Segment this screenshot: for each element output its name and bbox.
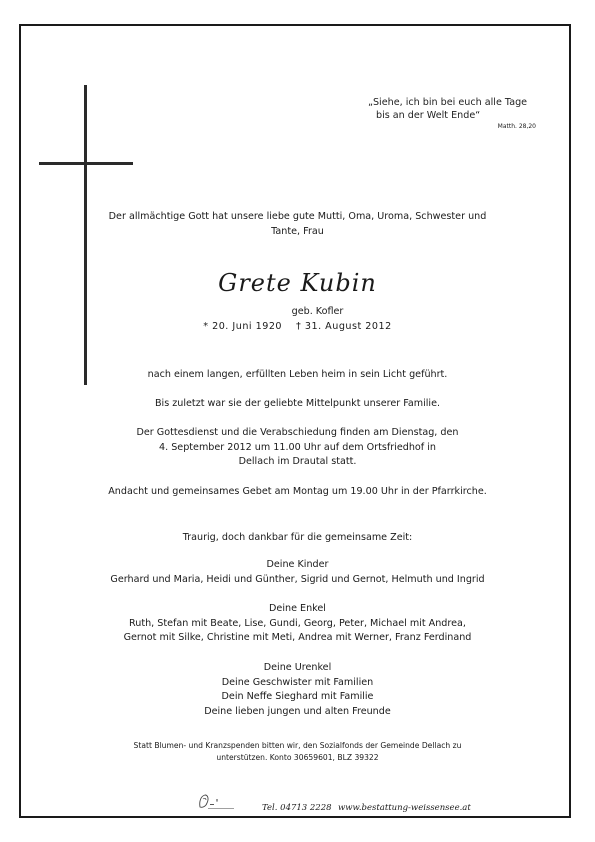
paragraph-grateful: Traurig, doch dankbar für die gemeinsame Zeit: xyxy=(182,532,413,543)
birth-date: * 20. Juni 1920 xyxy=(203,321,283,332)
footer xyxy=(0,790,595,812)
intro-line-1: Der allmächtige Gott hat unsere liebe gute Mutti, Oma, Uroma, Schwester und xyxy=(108,211,487,222)
grandchildren-title: Deine Enkel xyxy=(269,603,326,614)
paragraph-family: Bis zuletzt war sie der geliebte Mittelpunkt unserer Familie. xyxy=(154,398,441,409)
nephew-line: Dein Neffe Sieghard mit Familie xyxy=(221,691,374,703)
siblings-line: Deine Geschwister mit Familien xyxy=(221,676,374,688)
deceased-name: Grete Kubin xyxy=(218,269,377,297)
service-line-3: Dellach im Drautal statt. xyxy=(238,456,357,468)
grandchildren-names-2: Gernot mit Silke, Christine mit Meti, Andrea mit Werner, Franz Ferdinand xyxy=(123,632,472,644)
quote-source: Matth. 28,20 xyxy=(497,123,536,130)
cross-horizontal-beam xyxy=(39,162,133,165)
intro-line-2: Tante, Frau xyxy=(271,226,324,237)
grandchildren-names-1: Ruth, Stefan mit Beate, Lise, Gundi, Georg, Peter, Michael mit Andrea, xyxy=(129,617,466,629)
paragraph-homecoming: nach einem langen, erfüllten Leben heim in sein Licht geführt. xyxy=(147,369,448,380)
intro-text xyxy=(0,209,595,239)
footer-phone: Tel. 04713 2228 xyxy=(262,803,332,813)
children-title: Deine Kinder xyxy=(266,559,329,570)
footer-website-link[interactable]: www.bestattung-weissensee.at xyxy=(338,803,471,813)
donation-line-2: unterstützen. Konto 30659601, BLZ 39322 xyxy=(216,752,379,762)
mourners-grandchildren xyxy=(0,602,595,646)
funeral-home-logo-icon xyxy=(196,790,238,810)
born-name: geb. Kofler xyxy=(291,306,344,317)
donation-line-1: Statt Blumen- und Kranzspenden bitten wir, den Sozialfonds der Gemeinde Dellach zu xyxy=(133,741,462,750)
quote-line-1: „Siehe, ich bin bei euch alle Tage xyxy=(368,97,528,108)
children-names: Gerhard und Maria, Heidi und Günther, Sigrid und Gernot, Helmuth und Ingrid xyxy=(110,573,485,585)
bible-quote xyxy=(340,96,540,131)
service-line-2: 4. September 2012 um 11.00 Uhr auf dem Ortsfriedhof in xyxy=(159,441,436,453)
great-grandchildren-title: Deine Urenkel xyxy=(263,662,332,673)
donation-note xyxy=(0,740,595,763)
service-line-1: Der Gottesdienst und die Verabschiedung finden am Dienstag, den xyxy=(136,427,459,438)
mourners-children xyxy=(0,558,595,587)
mourners-others xyxy=(0,661,595,719)
paragraph-service xyxy=(0,426,595,470)
quote-line-2: bis an der Welt Ende“ xyxy=(376,110,481,121)
life-dates xyxy=(0,320,595,333)
paragraph-prayer: Andacht und gemeinsames Gebet am Montag um 19.00 Uhr in der Pfarrkirche. xyxy=(108,486,487,497)
death-date: † 31. August 2012 xyxy=(296,321,392,332)
friends-line: Deine lieben jungen und alten Freunde xyxy=(204,705,391,717)
